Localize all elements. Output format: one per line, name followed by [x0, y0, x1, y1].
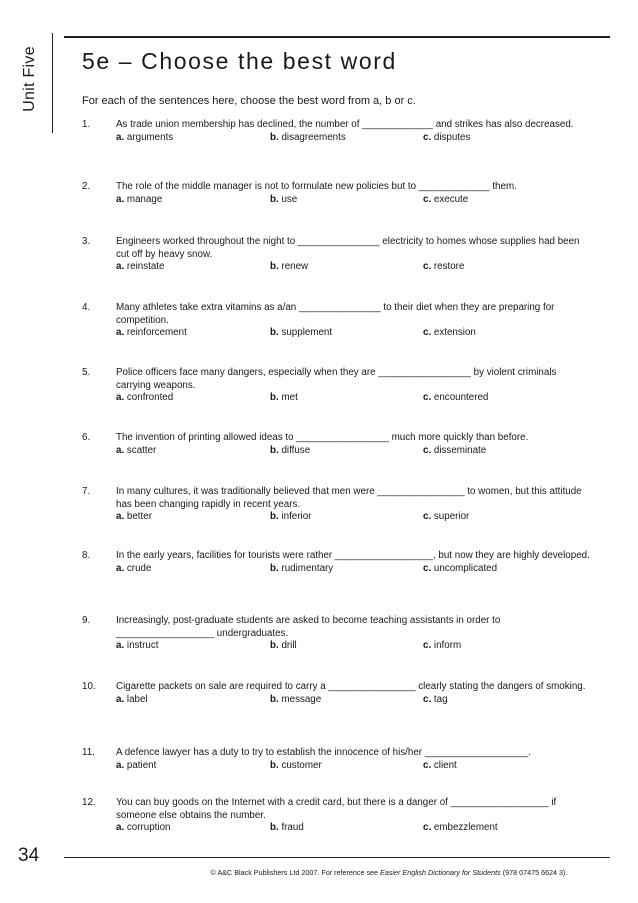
- option-word: tag: [433, 693, 448, 705]
- option-c: [423, 694, 448, 707]
- option-b: [270, 822, 304, 835]
- option-word: patient: [126, 759, 157, 771]
- option-letter: c.: [423, 392, 432, 403]
- answer-options: [116, 760, 592, 773]
- answer-options: [116, 261, 592, 274]
- answer-options: [116, 392, 592, 405]
- option-word: diffuse: [281, 444, 311, 456]
- instructions: For each of the sentences here, choose the best word from a, b or c.: [82, 95, 416, 107]
- footer-prefix: © A&C Black Publishers Ltd 2007. For reference see: [210, 868, 381, 877]
- option-a: [116, 194, 162, 207]
- option-letter: b.: [270, 193, 279, 205]
- answer-options: [116, 445, 592, 458]
- question-item: [82, 747, 592, 772]
- unit-label-text: Unit Five: [21, 46, 38, 112]
- option-word: renew: [281, 261, 309, 272]
- option-word: restore: [433, 261, 465, 272]
- question-number: 8.: [82, 550, 91, 561]
- option-b: [270, 694, 321, 707]
- option-letter: b.: [270, 327, 279, 338]
- answer-options: [116, 132, 592, 145]
- option-letter: a.: [116, 392, 125, 403]
- bottom-rule: [64, 857, 610, 858]
- option-c: [423, 261, 464, 274]
- question-number: 1.: [82, 119, 91, 130]
- question-number: 11.: [82, 747, 95, 758]
- option-word: customer: [281, 759, 322, 771]
- option-letter: a.: [116, 444, 125, 456]
- question-text: As trade union membership has declined, the number of _____________ and strikes has also decreased.: [116, 119, 574, 130]
- option-word: inform: [433, 640, 462, 651]
- option-letter: c.: [423, 511, 432, 522]
- answer-options: [116, 194, 592, 207]
- option-letter: a.: [116, 131, 125, 143]
- option-letter: a.: [116, 759, 125, 771]
- option-c: [423, 563, 497, 576]
- option-word: use: [281, 193, 298, 205]
- option-a: [116, 760, 156, 773]
- option-b: [270, 445, 310, 458]
- option-word: instruct: [126, 640, 159, 651]
- option-word: manage: [126, 193, 163, 205]
- footer-suffix: (978 07475 6624 3).: [500, 868, 568, 877]
- option-word: superior: [433, 511, 470, 522]
- option-word: supplement: [281, 327, 333, 338]
- option-letter: a.: [116, 511, 125, 522]
- question-item: [82, 302, 592, 340]
- question-number: 2.: [82, 181, 91, 192]
- option-letter: b.: [270, 822, 279, 833]
- question-item: [82, 550, 592, 575]
- option-letter: a.: [116, 261, 125, 272]
- question-text: Cigarette packets on sale are required to carry a ________________ clearly stating the dangers of smoking.: [116, 681, 586, 692]
- option-c: [423, 392, 488, 405]
- option-word: message: [281, 693, 322, 705]
- option-word: disputes: [433, 131, 471, 143]
- option-letter: a.: [116, 562, 125, 574]
- question-text: Increasingly, post-graduate students are asked to become teaching assistants in order to __________________ undergraduates.: [116, 615, 501, 639]
- unit-divider: [52, 33, 53, 133]
- question-item: [82, 486, 592, 524]
- question-item: [82, 181, 592, 206]
- option-letter: c.: [423, 759, 432, 771]
- answer-options: [116, 640, 592, 653]
- option-a: [116, 261, 164, 274]
- question-number: 6.: [82, 432, 91, 443]
- option-b: [270, 327, 332, 340]
- option-letter: b.: [270, 693, 279, 705]
- option-b: [270, 563, 333, 576]
- option-b: [270, 261, 308, 274]
- option-word: better: [126, 511, 152, 522]
- question-text: Engineers worked throughout the night to _______________ electricity to homes whose supplies had been cut off by heavy snow.: [116, 236, 580, 260]
- top-rule: [64, 36, 610, 38]
- option-letter: b.: [270, 759, 279, 771]
- option-c: [423, 822, 498, 835]
- question-item: [82, 367, 592, 405]
- option-word: disagreements: [281, 131, 346, 143]
- question-text: The invention of printing allowed ideas to _________________ much more quickly than before.: [116, 432, 529, 443]
- option-word: rudimentary: [281, 562, 334, 574]
- question-item: [82, 236, 592, 274]
- page-number: 34: [18, 845, 40, 866]
- option-c: [423, 194, 468, 207]
- option-c: [423, 640, 461, 653]
- option-a: [116, 694, 148, 707]
- answer-options: [116, 511, 592, 524]
- option-letter: c.: [423, 693, 432, 705]
- option-letter: c.: [423, 562, 432, 574]
- option-b: [270, 760, 322, 773]
- question-item: [82, 681, 592, 706]
- option-word: arguments: [126, 131, 174, 143]
- option-a: [116, 132, 173, 145]
- option-word: uncomplicated: [433, 562, 498, 574]
- question-text: In many cultures, it was traditionally believed that men were ________________ to women, but this attitude has been changing rapidly in recent years.: [116, 486, 582, 510]
- option-letter: b.: [270, 131, 279, 143]
- answer-options: [116, 327, 592, 340]
- question-item: [82, 119, 592, 144]
- question-item: [82, 797, 592, 835]
- option-letter: a.: [116, 193, 125, 205]
- question-number: 9.: [82, 615, 91, 626]
- option-word: client: [433, 759, 457, 771]
- question-text: In the early years, facilities for tourists were rather __________________, but now they are highly developed.: [116, 550, 590, 561]
- option-word: extension: [433, 327, 476, 338]
- option-letter: c.: [423, 640, 432, 651]
- option-c: [423, 132, 470, 145]
- option-c: [423, 511, 469, 524]
- copyright-footer: [0, 868, 638, 877]
- option-letter: a.: [116, 693, 125, 705]
- answer-options: [116, 694, 592, 707]
- option-b: [270, 132, 346, 145]
- option-word: fraud: [281, 822, 304, 833]
- option-word: drill: [281, 640, 297, 651]
- option-letter: c.: [423, 444, 432, 456]
- unit-label: [16, 34, 44, 124]
- option-word: disseminate: [433, 444, 487, 456]
- option-letter: b.: [270, 562, 279, 574]
- footer-book-title: Easier English Dictionary for Students: [380, 868, 501, 877]
- question-text: You can buy goods on the Internet with a credit card, but there is a danger of __________________ if someone else obtains the number.: [116, 797, 557, 821]
- question-item: [82, 615, 592, 653]
- question-text: Police officers face many dangers, especially when they are _________________ by violent criminals carrying weapons.: [116, 367, 557, 391]
- option-word: met: [281, 392, 298, 403]
- question-number: 5.: [82, 367, 91, 378]
- option-word: embezzlement: [433, 822, 498, 833]
- question-item: [82, 432, 592, 457]
- option-letter: a.: [116, 822, 125, 833]
- option-c: [423, 445, 486, 458]
- option-letter: a.: [116, 640, 125, 651]
- option-c: [423, 760, 457, 773]
- option-a: [116, 445, 156, 458]
- question-text: Many athletes take extra vitamins as a/an _______________ to their diet when they are preparing for competition.: [116, 302, 555, 326]
- option-word: reinforcement: [126, 327, 187, 338]
- question-number: 12.: [82, 797, 96, 808]
- option-b: [270, 511, 311, 524]
- page-title: 5e – Choose the best word: [82, 48, 397, 74]
- question-number: 4.: [82, 302, 91, 313]
- option-word: reinstate: [126, 261, 165, 272]
- option-b: [270, 392, 298, 405]
- option-word: scatter: [126, 444, 157, 456]
- option-word: label: [126, 693, 148, 705]
- option-letter: b.: [270, 261, 279, 272]
- answer-options: [116, 563, 592, 576]
- option-c: [423, 327, 476, 340]
- question-number: 10.: [82, 681, 96, 692]
- option-letter: c.: [423, 131, 432, 143]
- option-word: crude: [126, 562, 152, 574]
- option-letter: c.: [423, 327, 432, 338]
- option-a: [116, 563, 151, 576]
- option-a: [116, 327, 187, 340]
- question-number: 7.: [82, 486, 91, 497]
- option-letter: b.: [270, 444, 279, 456]
- option-letter: b.: [270, 640, 279, 651]
- option-letter: b.: [270, 511, 279, 522]
- option-word: inferior: [281, 511, 312, 522]
- option-letter: c.: [423, 193, 432, 205]
- option-b: [270, 194, 297, 207]
- option-a: [116, 392, 173, 405]
- option-word: confronted: [126, 392, 174, 403]
- option-word: execute: [433, 193, 469, 205]
- answer-options: [116, 822, 592, 835]
- option-letter: c.: [423, 261, 432, 272]
- option-a: [116, 640, 158, 653]
- question-number: 3.: [82, 236, 91, 247]
- option-word: encountered: [433, 392, 489, 403]
- option-word: corruption: [126, 822, 171, 833]
- option-b: [270, 640, 297, 653]
- option-letter: a.: [116, 327, 125, 338]
- option-a: [116, 511, 152, 524]
- option-letter: c.: [423, 822, 432, 833]
- question-text: A defence lawyer has a duty to try to establish the innocence of his/her ___________________.: [116, 747, 532, 758]
- question-text: The role of the middle manager is not to formulate new policies but to _____________ them.: [116, 181, 517, 192]
- option-letter: b.: [270, 392, 279, 403]
- option-a: [116, 822, 170, 835]
